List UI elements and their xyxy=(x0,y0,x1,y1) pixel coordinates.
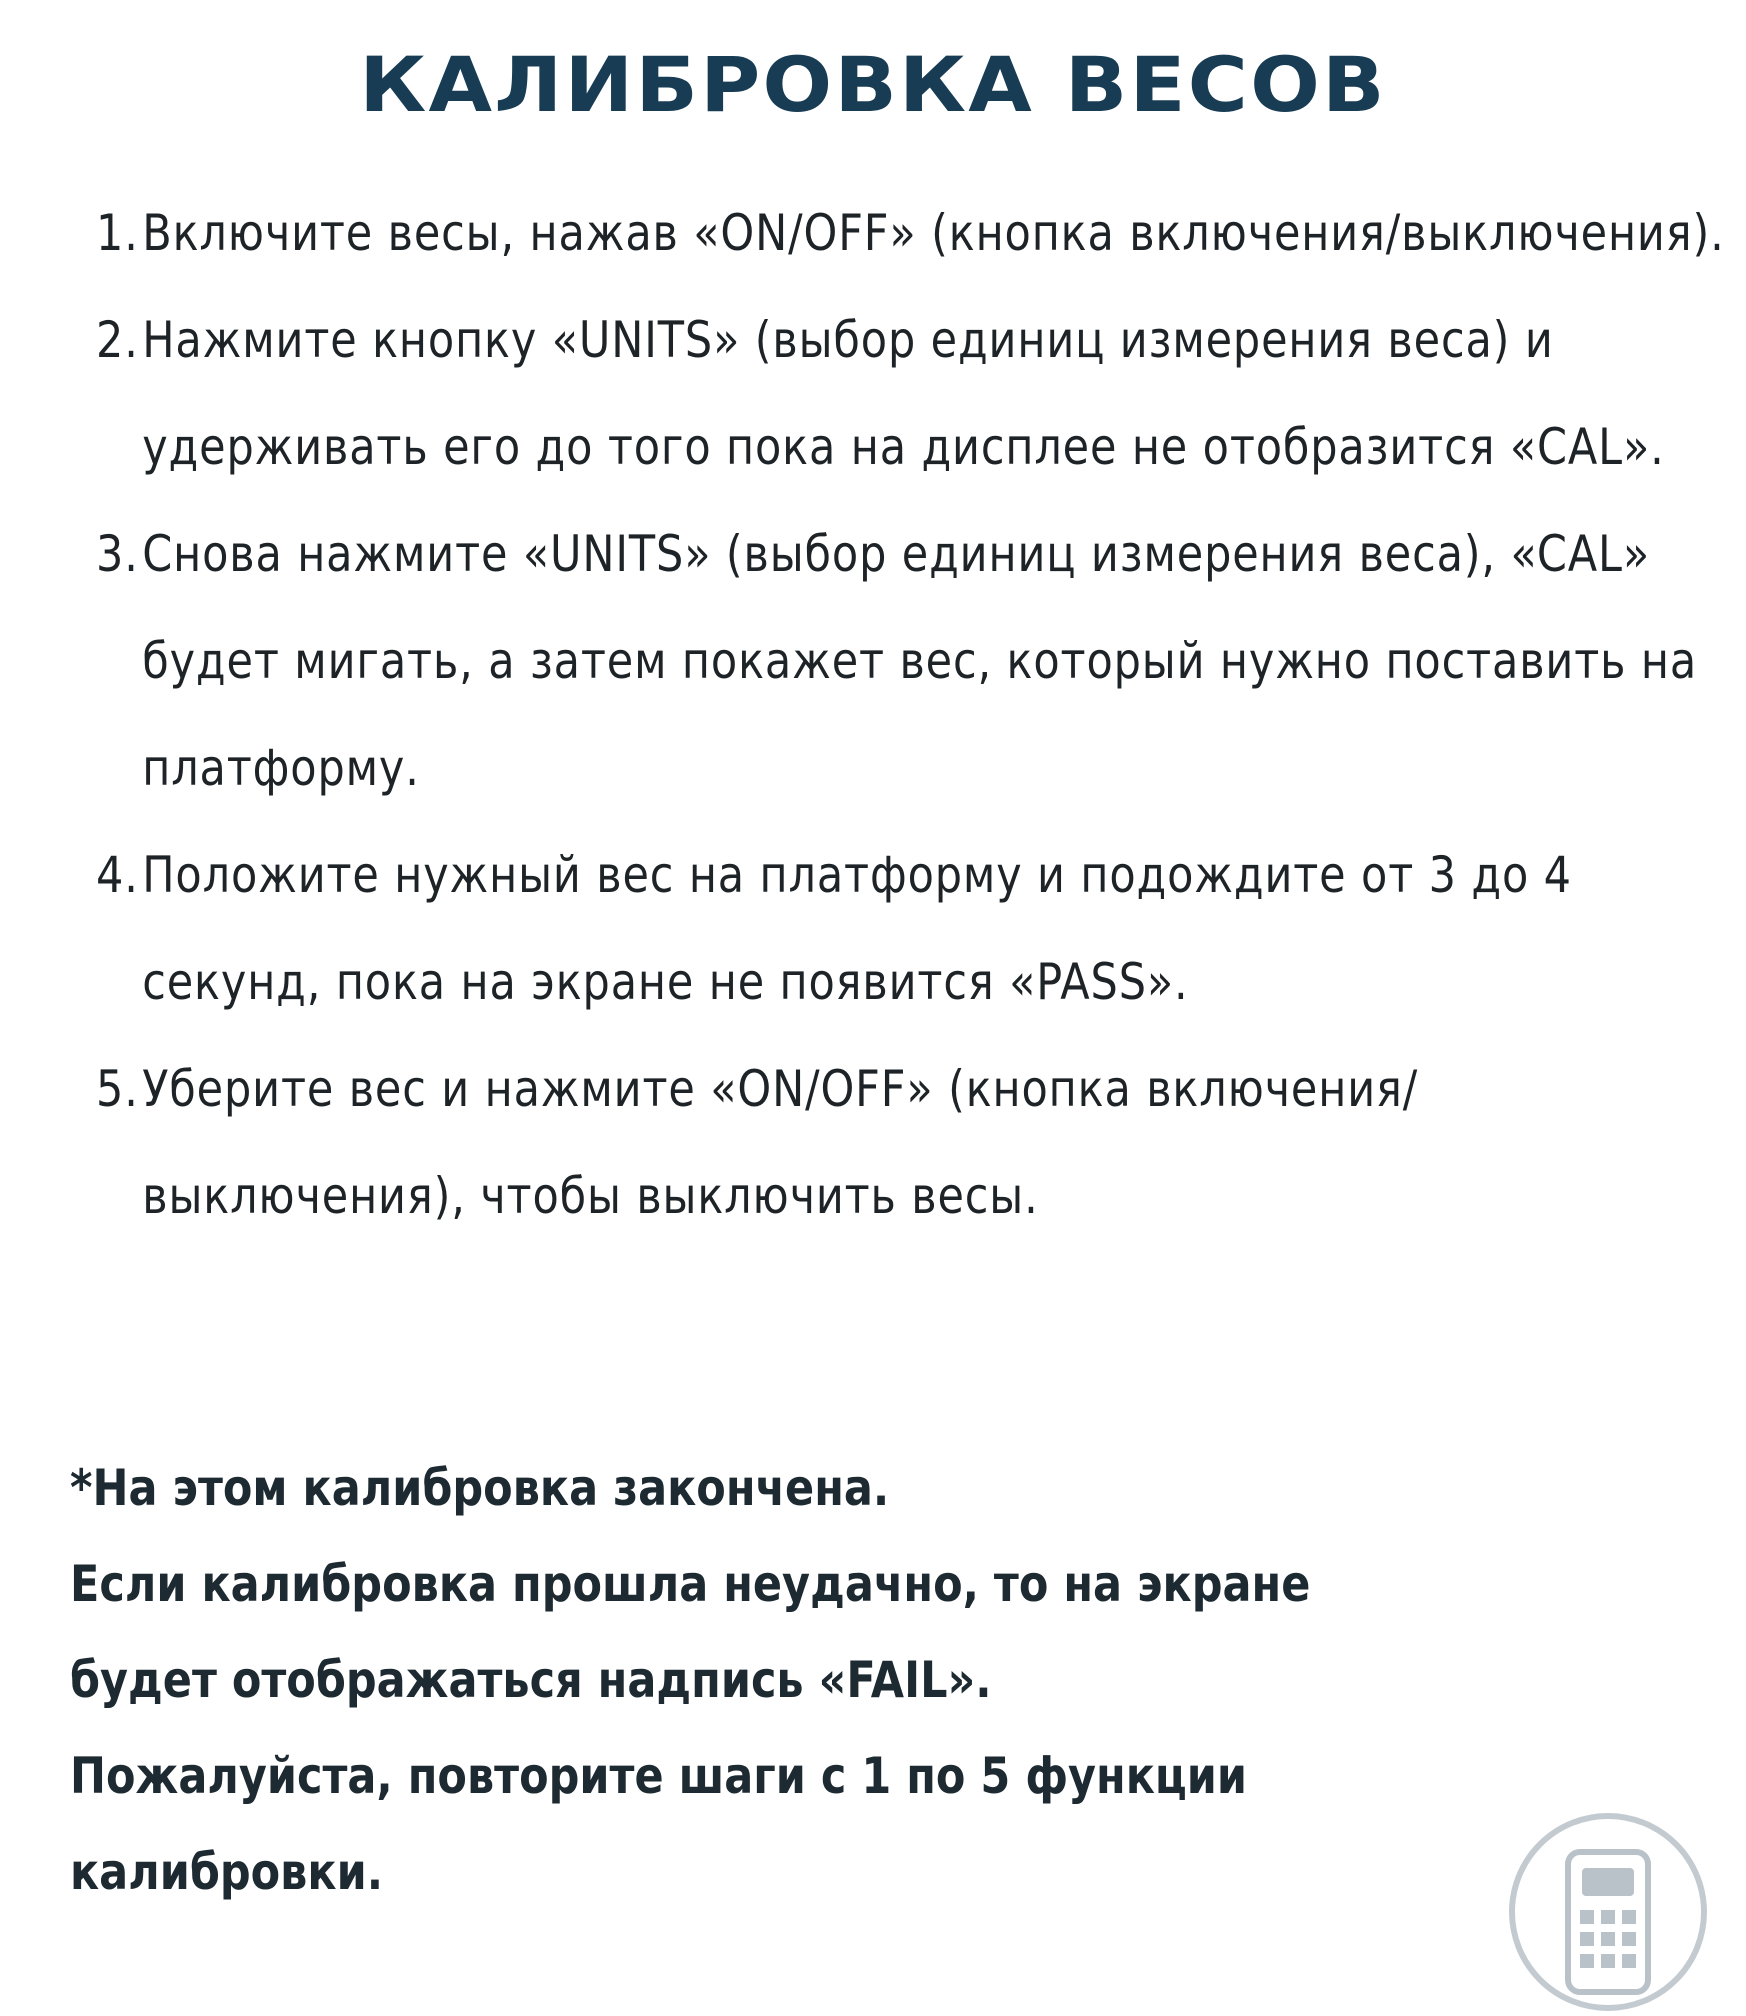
step-text: Положите нужный вес на платформу и подождите от 3 до 4 секунд, пока на экране не появится «PASS». xyxy=(142,846,1572,1011)
step-item-2 xyxy=(70,287,1730,501)
step-number: 1. xyxy=(96,204,139,262)
note-line-2: Если калибровка прошла неудачно, то на экране xyxy=(70,1555,1311,1613)
step-text: Уберите вес и нажмите «ON/OFF» (кнопка включения/выключения), чтобы выключить весы. xyxy=(142,1060,1419,1225)
step-item-1 xyxy=(70,180,1730,287)
note-line-4: Пожалуйста, повторите шаги с 1 по 5 функции xyxy=(70,1747,1248,1805)
page-title: КАЛИБРОВКА ВЕСОВ xyxy=(359,40,1387,129)
step-number: 2. xyxy=(96,311,139,369)
step-text: Снова нажмите «UNITS» (выбор единиц измерения веса), «CAL» будет мигать, а затем покажет вес, который нужно поставить на платформу. xyxy=(142,525,1698,797)
calculator-icon xyxy=(1508,1812,1708,2012)
step-item-5 xyxy=(70,1036,1730,1250)
note-line-1: *На этом калибровка закончена. xyxy=(70,1459,890,1517)
note-line-3: будет отображаться надпись «FAIL». xyxy=(70,1651,992,1709)
step-item-3 xyxy=(70,501,1730,822)
step-item-4 xyxy=(70,822,1730,1036)
completion-note xyxy=(70,1440,1730,1920)
calibration-steps-list xyxy=(70,180,1730,1250)
step-text: Включите весы, нажав «ON/OFF» (кнопка включения/выключения). xyxy=(142,204,1725,262)
step-number: 3. xyxy=(96,525,139,583)
note-line-5: калибровки. xyxy=(70,1843,384,1901)
step-text: Нажмите кнопку «UNITS» (выбор единиц измерения веса) и удерживать его до того пока на дисплее не отобразится «CAL». xyxy=(142,311,1665,476)
step-number: 4. xyxy=(96,846,139,904)
step-number: 5. xyxy=(96,1060,139,1118)
